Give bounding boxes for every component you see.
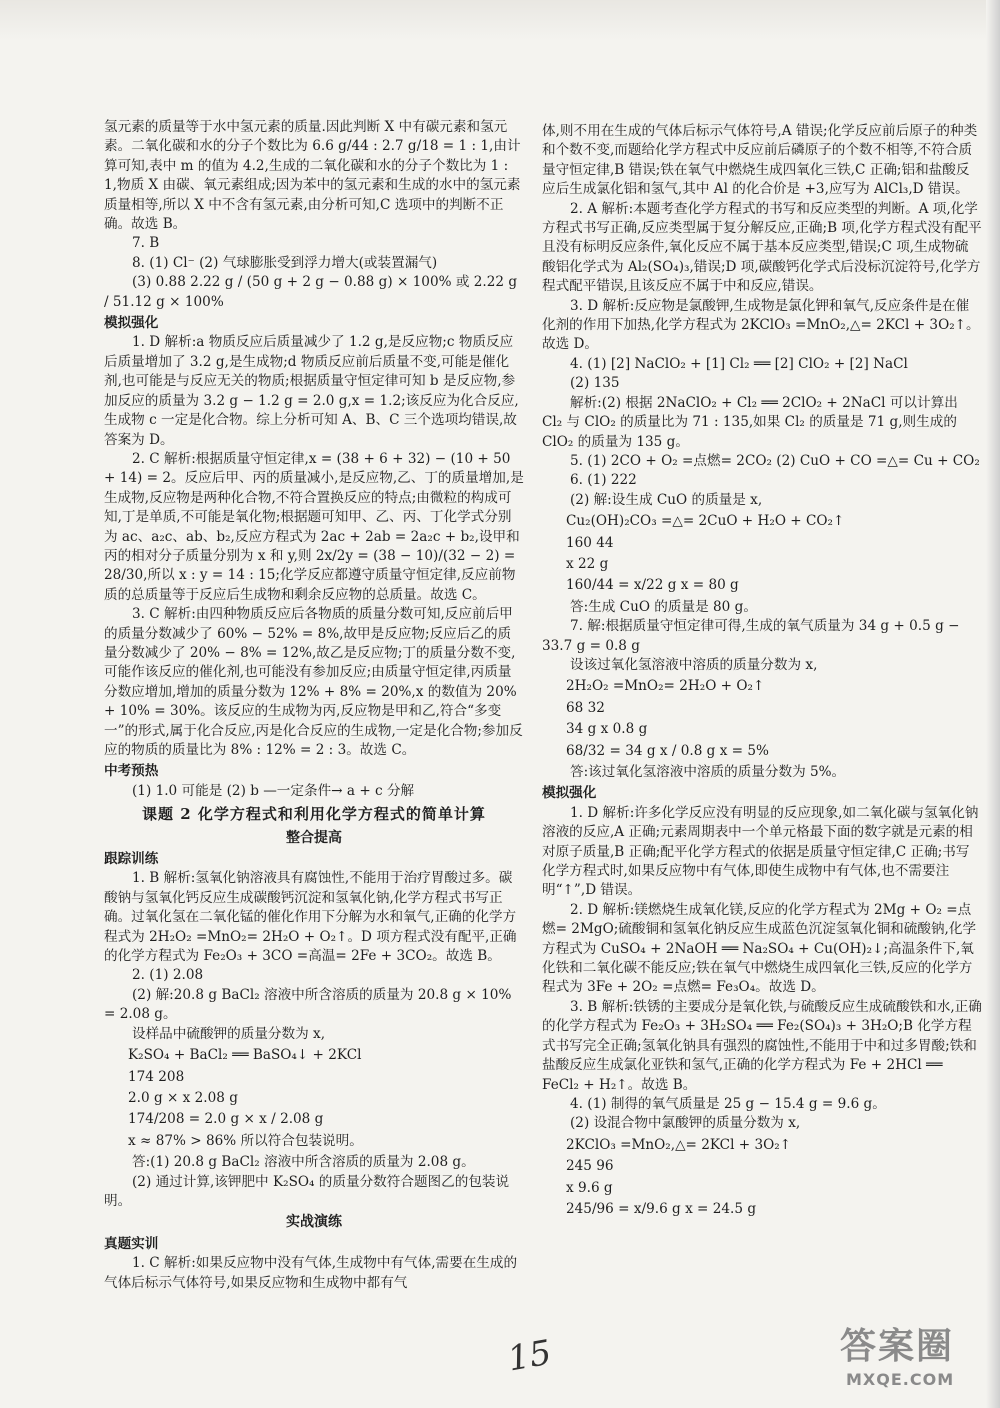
equation-line: 68/32 = 34 g x / 0.8 g x = 5% (566, 742, 769, 759)
answer-paragraph: (2) 设混合物中氯酸钾的质量分数为 x, (570, 1115, 801, 1132)
answer-paragraph: 2. D 解析:镁燃烧生成氧化镁,反应的化学方程式为 2Mg + O₂ =点燃= 2MgO;硫酸铜和氢氧化钠反应生成蓝色沉淀氢氧化铜和硫酸钠,化学方程式为 CuSO₄ + 2NaOH ══ Na₂SO₄ + Cu(OH)₂↓;高温条件下,氧化铁和二氧化碳不能反应;铁在氧气中燃烧生成四氧化三铁,反应的化学方程式为 3Fe + 2O₂ =点燃= Fe₃O₄。故选 D。 (542, 901, 977, 996)
equation-line: 245/96 = x/9.6 g x = 24.5 g (566, 1200, 757, 1217)
answer-paragraph: 3. C 解析:由四种物质反应后各物质的质量分数可知,反应前后甲的质量分数减少了 60% − 52% = 8%,故甲是反应物;反应后乙的质量分数减少了 20% − 8% = 12%,故乙是反应物;丁的质量分数不变,可能作该反应的催化剂,也可能没有参加反应;由质量守恒定律,丙质量分数应增加,增加的质量分数为 12% + 8% = 20%,x 的数值为 20% + 10% = 30%。该反应的生成物为丙,反应物是甲和乙,符合“多变一”的形式,属于化合反应,丙是化合反应的生成物,一定是化合物;参加反应的物质的质量比为 8% : 12% = 2 : 3。故选 C。 (104, 606, 523, 758)
subsection-title: 整合提高 (286, 829, 342, 846)
section-heading: 中考预热 (104, 763, 159, 780)
answer-paragraph: 1. D 解析:许多化学反应没有明显的反应现象,如二氧化碳与氢氧化钠溶液的反应,A 正确;元素周期表中一个单元格最下面的数字就是元素的相对原子质量,B 正确;配平化学方程式的依据是质量守恒定律,C 正确;书写化学方程式时,如果反应物中有气体,即使生成物中有气体,也不需要注明“↑”,D 错误。 (542, 804, 979, 899)
answer-paragraph: 设样品中硫酸钾的质量分数为 x, (132, 1025, 326, 1042)
section-heading: 跟踪训练 (104, 851, 159, 868)
answer-paragraph: 1. B 解析:氢氧化钠溶液具有腐蚀性,不能用于治疗胃酸过多。碳酸钠与氢氧化钙反应生成碳酸钙沉淀和氢氧化钠,化学方程式书写正确。过氧化氢在二氧化锰的催化作用下分解为水和氧气,正确的化学方程式为 2H₂O₂ =MnO₂= 2H₂O + O₂↑。D 项方程式没有配平,正确的化学方程式为 Fe₂O₃ + 3CO =高温= 2Fe + 3CO₂。故选 B。 (104, 870, 517, 965)
watermark-line2: MXQE.COM (846, 1370, 955, 1389)
answer-paragraph: 1. D 解析:a 物质反应后质量减少了 1.2 g,是反应物;c 物质反应后质量增加了 3.2 g,是生成物;d 物质反应前后质量不变,可能是催化剂,也可能是与反应无关的物质;根据质量守恒定律可知 b 是反应物,参加反应的质量为 3.2 g − 1.2 g = 2.0 g,x = 1.2;该反应为化合反应,生成物 c 一定是化合物。综上分析可知 A、B、C 三个选项均错误,故答案为 D。 (104, 334, 519, 448)
answer-paragraph: 7. 解:根据质量守恒定律可得,生成的氧气质量为 34 g + 0.5 g − 33.7 g = 0.8 g (542, 618, 960, 654)
answer-paragraph: (2) 通过计算,该钾肥中 K₂SO₄ 的质量分数符合题图乙的包装说明。 (104, 1173, 510, 1209)
answer-paragraph: 答:该过氧化氢溶液中溶质的质量分数为 5%。 (570, 764, 846, 780)
answer-paragraph: 答:(1) 20.8 g BaCl₂ 溶液中所含溶质的质量为 2.08 g。 (132, 1154, 475, 1171)
page-number: 15 (504, 1332, 555, 1380)
answer-paragraph: 4. (1) 制得的氧气质量是 25 g − 15.4 g = 9.6 g。 (570, 1095, 886, 1112)
equation-line: x ≈ 87% > 86% 所以符合包装说明。 (128, 1132, 363, 1149)
answer-paragraph: 3. B 解析:铁锈的主要成分是氧化铁,与硫酸反应生成硫酸铁和水,正确的化学方程式为 Fe₂O₃ + 3H₂SO₄ ══ Fe₂(SO₄)₃ + 3H₂O;B 化学方程式书写完全正确;氢氧化钠具有强烈的腐蚀性,不能用于中和过多胃酸;铁和盐酸反应生成氯化亚铁和氢气,正确的化学方程式为 Fe + 2HCl ══ FeCl₂ + H₂↑。故选 B。 (542, 998, 982, 1093)
answer-paragraph: (2) 解:20.8 g BaCl₂ 溶液中所含溶质的质量为 20.8 g × 10% = 2.08 g。 (104, 986, 512, 1023)
watermark-logo (840, 1318, 990, 1398)
answer-paragraph: 解析:(2) 根据 2NaClO₂ + Cl₂ ══ 2ClO₂ + 2NaCl 可以计算出 Cl₂ 与 ClO₂ 的质量比为 71 : 135,如果 Cl₂ 的质量是 71 g,则生成的 ClO₂ 的质量为 135 g。 (542, 394, 958, 450)
equation-line: 245 96 (566, 1158, 614, 1175)
right-column (542, 122, 982, 1221)
answer-paragraph: 设该过氧化氢溶液中溶质的质量分数为 x, (570, 656, 818, 673)
answer-paragraph: (2) 解:设生成 CuO 的质量是 x, (570, 491, 763, 508)
answer-paragraph: 3. D 解析:反应物是氯酸钾,生成物是氯化钾和氧气,反应条件是在催化剂的作用下加热,化学方程式为 2KClO₃ =MnO₂,△= 2KCl + 3O₂↑。故选 D。 (542, 297, 980, 353)
section-heading: 模拟强化 (542, 785, 597, 802)
equation-line: 34 g x 0.8 g (566, 721, 648, 738)
answer-paragraph: 4. (1) [2] NaClO₂ + [1] Cl₂ ══ [2] ClO₂ + [2] NaCl (570, 355, 908, 372)
section-heading: 模拟强化 (104, 315, 159, 332)
equation-line: 174/208 = 2.0 g × x / 2.08 g (128, 1111, 324, 1128)
scan-right-edge (986, 0, 1000, 1408)
answer-paragraph: (1) 1.0 可能是 (2) b —一定条件→ a + c 分解 (132, 782, 415, 799)
answer-paragraph: (3) 0.88 2.22 g / (50 g + 2 g − 0.88 g) × 100% 或 2.22 g / 51.12 g × 100% (104, 274, 518, 310)
answer-paragraph: 答:生成 CuO 的质量是 80 g。 (570, 598, 757, 615)
text-paragraph: 氢元素的质量等于水中氢元素的质量.因此判断 X 中有碳元素和氢元素。二氧化碳和水的分子个数比为 6.6 g/44 : 2.7 g/18 = 1 : 1,由计算可知,表中 m 的值为 4.2,生成的二氧化碳和水的分子个数比为 1 : 1,物质 X 由碳、氧元素组成;因为苯中的氢元素和生成的水中的氢元素质量相等,所以 X 中不含有氢元素,由分析可知,C 选项中的判断不正确。故选 B。 (104, 119, 521, 233)
answer-paragraph: 1. C 解析:如果反应物中没有气体,生成物中有气体,需要在生成的气体后标示气体符号,如果反应物和生成物中都有气 (104, 1255, 518, 1291)
equation-line: 174 208 (128, 1068, 185, 1085)
watermark-line1: 答案圈 (840, 1326, 955, 1367)
equation-line: 68 32 (566, 699, 605, 716)
answer-paragraph: 2. C 解析:根据质量守恒定律,x = (38 + 6 + 32) − (10 + 50 + 14) = 2。反应后甲、丙的质量减小,是反应物,乙、丁的质量增加,是生成物,反应物是两种化合物,不符合置换反应的特点;由微粒的构成可知,丁是单质,不可能是氧化物;根据题可知甲、乙、丙、丁化学式分别为 ac、a₂c、ab、b₂,反应方程式为 2ac + 2ab = 2a₂c + b₂,设甲和丙的相对分子质量分别为 x 和 y,则 2x/2y = (38 − 10)/(32 − 2) = 28/30,所以 x : y = 14 : 15;化学反应都遵守质量守恒定律,反应前物质的总质量等于反应后生成物和剩余反应物的总质量。故选 C。 (104, 450, 524, 603)
scan-top-shadow (0, 0, 1000, 40)
equation-line: 160 44 (566, 534, 614, 551)
lesson-title: 课题 2 化学方程式和利用化学方程式的简单计算 (142, 805, 486, 824)
subsection-title: 实战演练 (286, 1214, 342, 1231)
answer-paragraph: (2) 135 (570, 375, 620, 392)
answer-paragraph: 6. (1) 222 (570, 472, 637, 489)
equation-line: 2H₂O₂ =MnO₂= 2H₂O + O₂↑ (566, 678, 765, 695)
answer-paragraph: 2. A 解析:本题考查化学方程式的书写和反应类型的判断。A 项,化学方程式书写正确,反应类型属于复分解反应,正确;B 项,化学方程式没有配平且没有标明反应条件,氧化反应不属于基本反应类型,错误;C 项,生成物硫酸铝化学式为 Al₂(SO₄)₃,错误;D 项,碳酸钙化学式后没标沉淀符号,化学方程式配平错误,且该反应不属于中和反应,错误。 (542, 200, 982, 295)
text-paragraph: 体,则不用在生成的气体后标示气体符号,A 错误;化学反应前后原子的种类和个数不变,而题给化学方程式中反应前后磷原子的个数不相等,不符合质量守恒定律,B 错误;铁在氧气中燃烧生成四氧化三铁,C 正确;铝和盐酸反应后生成氯化铝和氢气,其中 Al 的化合价是 +3,应写为 AlCl₃,D 错误。 (542, 123, 978, 198)
equation-line: x 22 g (566, 555, 609, 572)
equation-line: 160/44 = x/22 g x = 80 g (566, 577, 739, 594)
equation-line: 2.0 g × x 2.08 g (128, 1089, 238, 1106)
equation-line: x 9.6 g (566, 1179, 613, 1196)
answer-paragraph: 7. B (132, 235, 160, 252)
answer-paragraph: 2. (1) 2.08 (132, 967, 204, 984)
equation-line: K₂SO₄ + BaCl₂ ══ BaSO₄↓ + 2KCl (128, 1047, 362, 1064)
answer-paragraph: 5. (1) 2CO + O₂ =点燃= 2CO₂ (2) CuO + CO =△= Cu + CO₂ (570, 452, 980, 469)
equation-line: Cu₂(OH)₂CO₃ =△= 2CuO + H₂O + CO₂↑ (566, 513, 845, 530)
equation-line: 2KClO₃ =MnO₂,△= 2KCl + 3O₂↑ (566, 1136, 792, 1153)
left-column (104, 118, 524, 1293)
section-heading: 真题实训 (104, 1235, 159, 1252)
answer-paragraph: 8. (1) Cl⁻ (2) 气球膨胀受到浮力增大(或装置漏气) (132, 254, 438, 271)
